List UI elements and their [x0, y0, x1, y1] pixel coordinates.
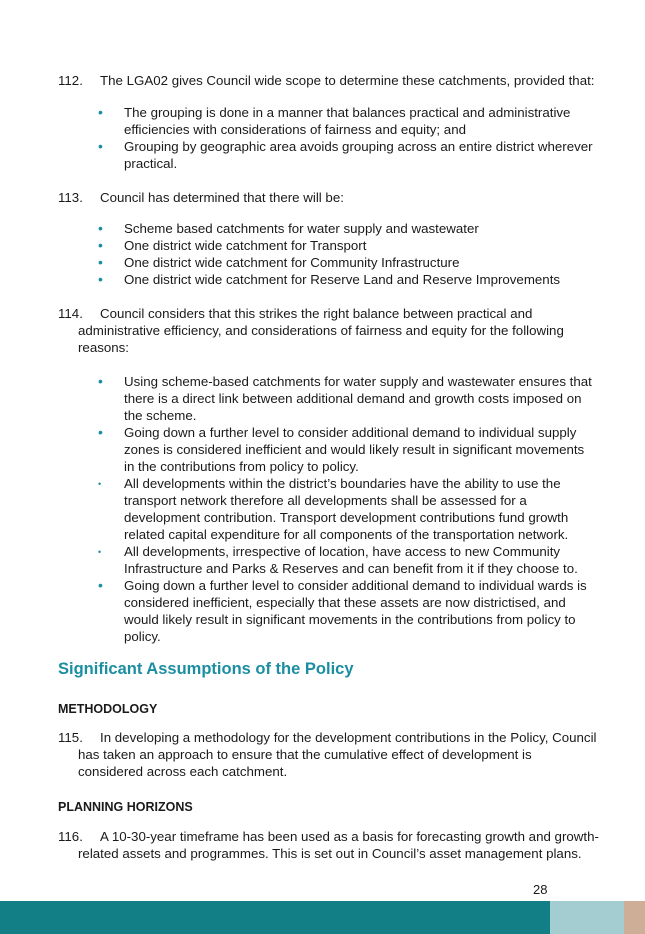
bullet-icon: •: [98, 237, 103, 253]
list-item: • Going down a further level to consider additional demand to individual supply zones is considered inefficient and would likely result in significant movements in the contributions from policy to policy.: [98, 424, 585, 474]
list-item: • Grouping by geographic area avoids grouping across an entire district wherever practical.: [98, 138, 593, 171]
paragraph-continuation: has taken an approach to ensure that the cumulative effect of development is considered across each catchment.: [78, 747, 532, 779]
list-item: • All developments within the district’s boundaries have the ability to use the transport network therefore all developments shall be assessed for a development contribution. Transport development contributions fund growth related capital expenditure for all components of the transportation network.: [98, 476, 569, 542]
paragraph-number: 113.: [58, 190, 83, 205]
paragraph-number: 112.: [58, 73, 83, 88]
paragraph-number: 116.: [58, 829, 83, 844]
footer-band-tan: [624, 901, 645, 934]
bullet-list-113: [98, 220, 598, 288]
list-item: • One district wide catchment for Community Infrastructure: [98, 254, 460, 270]
section-heading: Significant Assumptions of the Policy: [58, 660, 354, 678]
footer-band-light: [550, 901, 624, 934]
list-item: • One district wide catchment for Transport: [98, 237, 367, 253]
bullet-icon: •: [98, 271, 103, 287]
subheading-methodology: METHODOLOGY: [58, 702, 158, 716]
bullet-icon: •: [98, 138, 103, 154]
bullet-icon: •: [98, 220, 103, 236]
paragraph-continuation: administrative efficiency, and considerations of fairness and equity for the following reasons:: [78, 323, 564, 355]
paragraph-first-line: Council considers that this strikes the right balance between practical and: [100, 306, 533, 321]
bullet-icon: •: [98, 577, 103, 593]
bullet-icon: •: [98, 424, 103, 440]
paragraph-continuation: related assets and programmes. This is set out in Council’s asset management plans.: [78, 846, 582, 861]
list-item: • Using scheme-based catchments for water supply and wastewater ensures that there is a direct link between additional demand and growth costs imposed on the scheme.: [98, 373, 592, 423]
paragraph-first-line: In developing a methodology for the development contributions in the Policy, Council: [100, 730, 597, 745]
bullet-list-114: [98, 373, 598, 645]
list-item: • All developments, irrespective of location, have access to new Community Infrastructure and Parks & Reserves and can benefit from it if they choose to.: [98, 544, 578, 576]
bullet-list-112: [98, 104, 598, 172]
paragraph-first-line: A 10-30-year timeframe has been used as a basis for forecasting growth and growth-: [100, 829, 599, 844]
paragraph-text: Council has determined that there will be:: [100, 190, 344, 205]
paragraph-number: 114.: [58, 306, 83, 321]
paragraph-text: The LGA02 gives Council wide scope to determine these catchments, provided that:: [100, 73, 595, 88]
bullet-icon: •: [98, 254, 103, 270]
list-item: • One district wide catchment for Reserve Land and Reserve Improvements: [98, 271, 561, 287]
list-item: • The grouping is done in a manner that balances practical and administrative efficiencies with considerations of fairness and equity; and: [98, 104, 571, 137]
subheading-planning-horizons: PLANNING HORIZONS: [58, 800, 193, 814]
list-item: • Scheme based catchments for water supply and wastewater: [98, 220, 479, 236]
page-number: 28: [533, 882, 548, 897]
footer-band-teal: [0, 901, 550, 934]
bullet-icon: •: [98, 479, 102, 489]
bullet-icon: •: [98, 373, 103, 389]
bullet-icon: •: [98, 104, 103, 120]
paragraph-number: 115.: [58, 730, 83, 745]
list-item: • Going down a further level to consider additional demand to individual wards is considered inefficient, especially that these assets are now districtised, and would likely result in significant movements in the contributions from policy to policy.: [98, 577, 587, 644]
bullet-icon: •: [98, 547, 102, 557]
